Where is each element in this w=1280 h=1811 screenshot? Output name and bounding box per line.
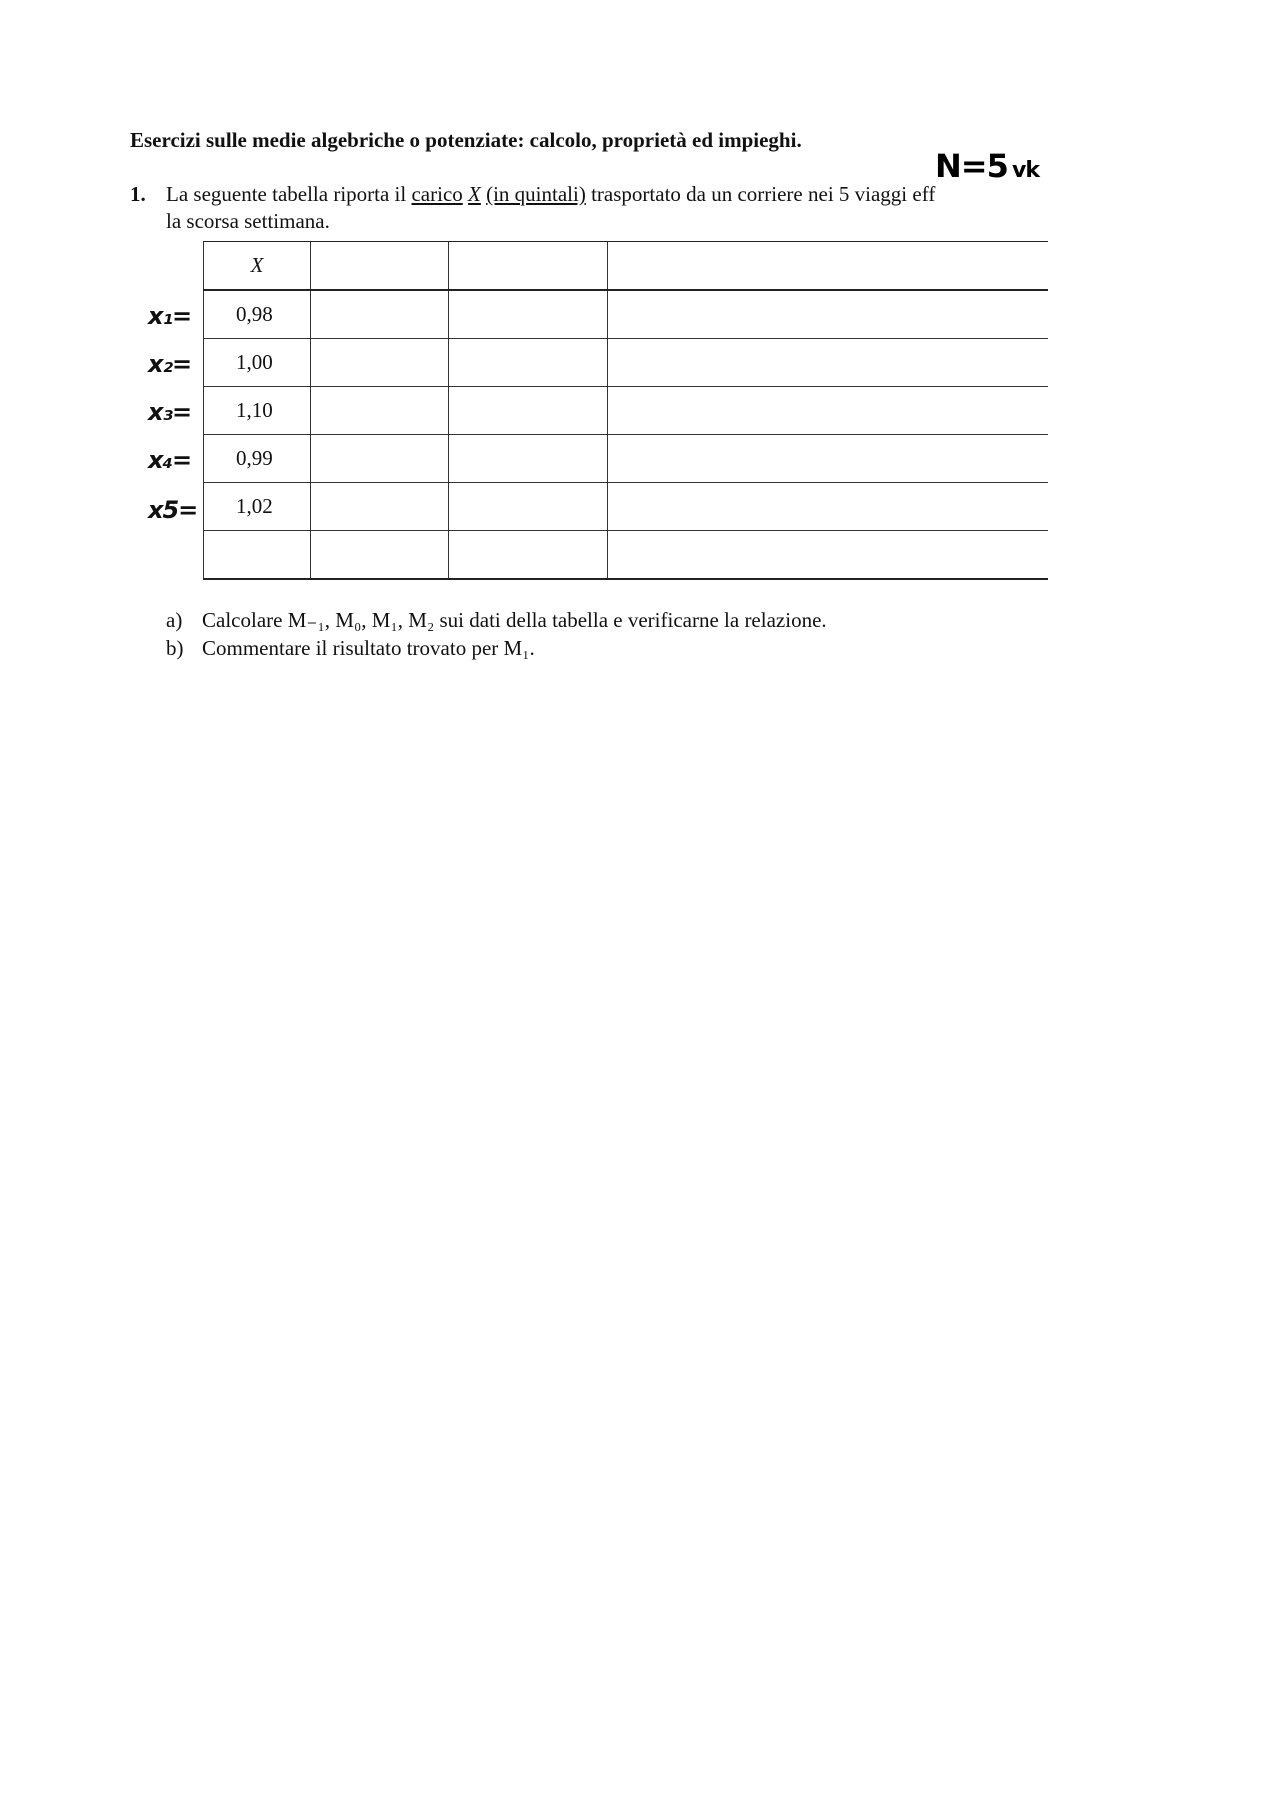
task-item: [166, 636, 535, 661]
table-cell-empty: [311, 339, 449, 387]
table-row: [204, 290, 1049, 339]
table-header-empty-2: [311, 242, 449, 291]
handwritten-label-x1: x₁=: [148, 302, 192, 330]
table-cell-empty: [449, 483, 608, 531]
exercise-text-part1: La seguente tabella riporta il: [166, 182, 412, 206]
page-title: Esercizi sulle medie algebriche o potenziate: calcolo, proprietà ed impieghi.: [130, 128, 802, 152]
table-cell-empty: [608, 483, 1049, 531]
exercise-text-x: X: [468, 182, 481, 206]
handwritten-label-x4: x₄=: [148, 446, 192, 474]
table-cell-empty: [608, 531, 1049, 580]
table-header-x: X: [204, 242, 311, 291]
table-row: [204, 483, 1049, 531]
table-cell-empty: [311, 290, 449, 339]
table-cell-empty: [449, 290, 608, 339]
handwritten-label-x3: x₃=: [148, 398, 192, 426]
handwritten-label-x5: x5=: [148, 496, 198, 524]
table-cell-empty: [204, 531, 311, 580]
table-cell-empty: [608, 387, 1049, 435]
handwritten-note-v: vk: [1012, 158, 1039, 183]
table-cell-empty: [449, 435, 608, 483]
table-cell-x: 1,10: [204, 387, 311, 435]
data-table: [203, 241, 1048, 580]
table-cell-x: 0,99: [204, 435, 311, 483]
data-table-wrapper: [203, 241, 1048, 584]
table-cell-empty: [449, 339, 608, 387]
table-cell-empty: [449, 531, 608, 580]
table-cell-x: 0,98: [204, 290, 311, 339]
table-cell-empty: [608, 339, 1049, 387]
table-header-row: [204, 242, 1049, 291]
handwritten-note-n: N=5: [935, 147, 1008, 185]
table-cell-empty: [608, 435, 1049, 483]
exercise-text-part2: trasportato da un corriere nei 5 viaggi eff: [585, 182, 936, 206]
task-letter: a): [166, 608, 183, 632]
table-cell-empty: [449, 387, 608, 435]
task-text: Calcolare M₋₁, M₀, M₁, M₂ sui dati della tabella e verificarne la relazione.: [202, 608, 827, 632]
task-letter: b): [166, 636, 184, 660]
table-cell-empty: [311, 531, 449, 580]
table-row: [204, 339, 1049, 387]
table-header-empty-4: [608, 242, 1049, 291]
table-cell-empty: [608, 290, 1049, 339]
exercise-number: 1.: [130, 182, 146, 206]
exercise-text-line1: [166, 182, 935, 207]
handwritten-label-x2: x₂=: [148, 350, 192, 378]
table-row: [204, 387, 1049, 435]
table-cell-empty: [311, 435, 449, 483]
table-cell-x: 1,02: [204, 483, 311, 531]
table-cell-empty: [311, 387, 449, 435]
exercise-text-quintali: (in quintali): [486, 182, 586, 206]
table-cell-x: 1,00: [204, 339, 311, 387]
task-item: [166, 608, 827, 633]
table-cell-empty: [311, 483, 449, 531]
task-text: Commentare il risultato trovato per M₁.: [202, 636, 535, 660]
table-header-empty-3: [449, 242, 608, 291]
exercise-text-carico: carico: [411, 182, 463, 206]
exercise-text-line2: la scorsa settimana.: [166, 209, 330, 233]
table-row-empty: [204, 531, 1049, 580]
table-row: [204, 435, 1049, 483]
